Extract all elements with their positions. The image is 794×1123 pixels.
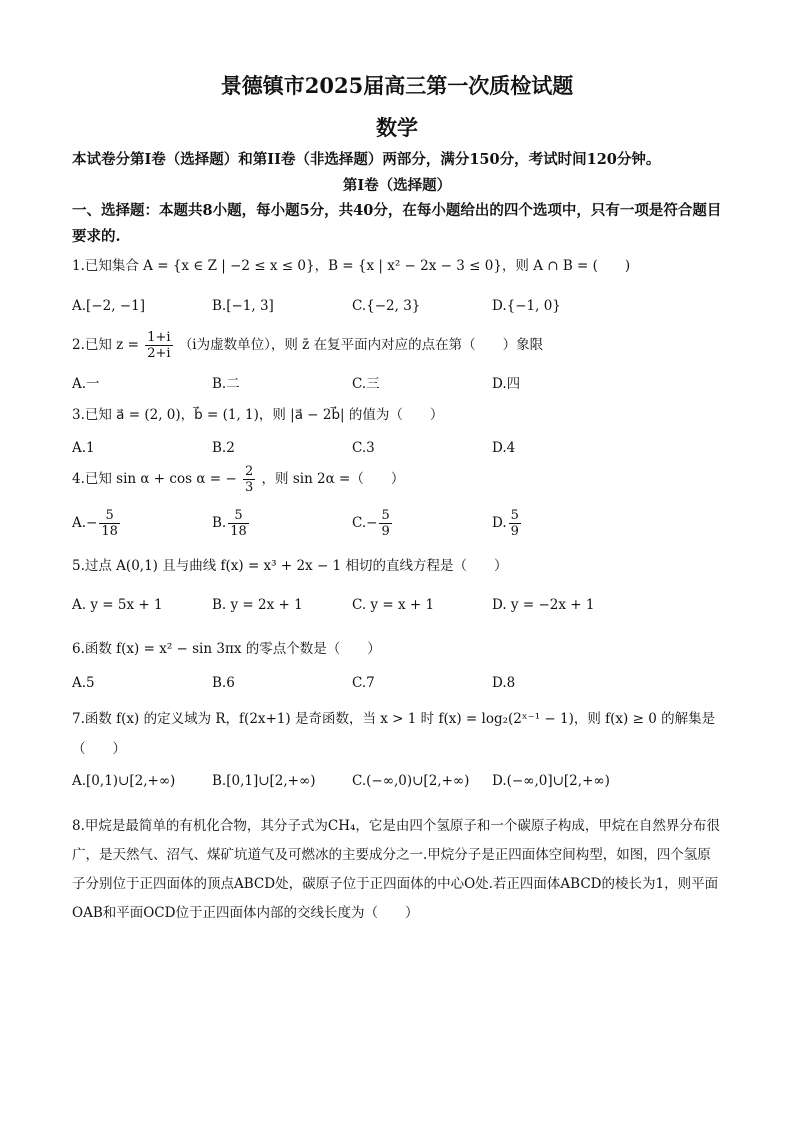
option-c: C.三 bbox=[352, 376, 380, 392]
option-a: A.1 bbox=[72, 440, 95, 456]
option-a bbox=[72, 508, 122, 539]
option-c: C.{−2, 3} bbox=[352, 298, 421, 314]
fraction bbox=[243, 464, 255, 495]
exam-title: 景德镇市2025届高三第一次质检试题 bbox=[220, 73, 574, 98]
option-sign: − bbox=[86, 515, 98, 531]
fraction bbox=[145, 330, 172, 361]
option-b: B.6 bbox=[212, 675, 235, 691]
question-3-stem: 3.已知 a⃗ = (2, 0)，b⃗ = (1, 1)，则 |a⃗ − 2b⃗| 的值为（ ） bbox=[72, 407, 444, 423]
option-c: C.3 bbox=[352, 440, 375, 456]
fraction-numerator: 2 bbox=[244, 464, 254, 479]
option-b: B.[0,1]∪[2,+∞) bbox=[212, 773, 316, 789]
option-label: B. bbox=[212, 515, 227, 531]
fraction-denominator: 18 bbox=[230, 524, 247, 539]
option-b bbox=[212, 508, 251, 539]
question-1-options bbox=[72, 298, 732, 322]
question-4-stem bbox=[72, 464, 732, 495]
part-1-heading: 第I卷（选择题） bbox=[342, 177, 452, 194]
option-d: D.{−1, 0} bbox=[492, 298, 561, 314]
fraction bbox=[509, 508, 521, 539]
question-7-options bbox=[72, 773, 732, 797]
stem-prefix: 2.已知 z = bbox=[72, 337, 139, 353]
fraction-numerator: 5 bbox=[510, 508, 519, 523]
option-c: C.(−∞,0)∪[2,+∞) bbox=[352, 773, 470, 789]
option-label: C. bbox=[352, 515, 367, 531]
option-d: D. y = −2x + 1 bbox=[492, 597, 595, 613]
stem-suffix: ，则 sin 2α =（ ） bbox=[261, 471, 405, 487]
fraction-numerator: 5 bbox=[381, 508, 390, 523]
option-a: A.[−2, −1] bbox=[72, 298, 145, 314]
option-d bbox=[492, 508, 523, 539]
question-7-stem: 7.函数 f(x) 的定义域为 R，f(2x+1) 是奇函数，当 x > 1 时 f(x) = log₂(2ˣ⁻¹ − 1)，则 f(x) ≥ 0 的解集是（ ） bbox=[72, 711, 716, 757]
fraction-denominator: 3 bbox=[244, 480, 254, 495]
option-a: A.一 bbox=[72, 376, 100, 392]
question-2-stem bbox=[72, 330, 732, 361]
exam-intro: 本试卷分第I卷（选择题）和第II卷（非选择题）两部分，满分150分，考试时间120分钟。 bbox=[72, 151, 661, 168]
option-d: D.(−∞,0]∪[2,+∞) bbox=[492, 773, 610, 789]
option-d: D.四 bbox=[492, 376, 521, 392]
question-6-stem: 6.函数 f(x) = x² − sin 3πx 的零点个数是（ ） bbox=[72, 641, 381, 657]
question-4-options bbox=[72, 508, 732, 544]
option-b: B.二 bbox=[212, 376, 240, 392]
option-a: A. y = 5x + 1 bbox=[72, 597, 163, 613]
option-label: A. bbox=[72, 515, 87, 531]
option-a: A.[0,1)∪[2,+∞) bbox=[72, 773, 176, 789]
fraction-denominator: 9 bbox=[510, 524, 519, 539]
fraction-denominator: 18 bbox=[101, 524, 118, 539]
option-d: D.4 bbox=[492, 440, 516, 456]
option-a: A.5 bbox=[72, 675, 95, 691]
fraction bbox=[379, 508, 391, 539]
option-c: C. y = x + 1 bbox=[352, 597, 435, 613]
fraction-numerator: 5 bbox=[228, 508, 249, 524]
option-b: B.[−1, 3] bbox=[212, 298, 274, 314]
fraction-numerator: 1+i bbox=[147, 330, 171, 345]
option-b: B. y = 2x + 1 bbox=[212, 597, 303, 613]
option-c bbox=[352, 508, 394, 539]
section-1-instructions: 一、选择题：本题共8小题，每小题5分，共40分，在每小题给出的四个选项中，只有一项是符合题目要求的. bbox=[72, 202, 722, 245]
option-c: C.7 bbox=[352, 675, 375, 691]
question-3-options bbox=[72, 440, 732, 464]
stem-prefix: 4.已知 sin α + cos α = − bbox=[72, 471, 237, 487]
question-1-stem: 1.已知集合 A = {x ∈ Z | −2 ≤ x ≤ 0}，B = {x | x² − 2x − 3 ≤ 0}，则 A ∩ B = ( ) bbox=[72, 258, 631, 274]
option-b: B.2 bbox=[212, 440, 235, 456]
question-2-options bbox=[72, 372, 732, 396]
stem-suffix: （i为虚数单位），则 z̄ 在复平面内对应的点在第（ ）象限 bbox=[178, 337, 544, 353]
fraction bbox=[228, 508, 249, 539]
question-6-options bbox=[72, 675, 732, 699]
option-d: D.8 bbox=[492, 675, 516, 691]
fraction-denominator: 2+i bbox=[147, 346, 171, 361]
question-5-options bbox=[72, 597, 732, 621]
fraction-numerator: 5 bbox=[99, 508, 120, 524]
question-8-stem: 8.甲烷是最简单的有机化合物，其分子式为CH₄，它是由四个氢原子和一个碳原子构成，甲烷在自然界分布很广，是天然气、沼气、煤矿坑道气及可燃冰的主要成分之一.甲烷分子是正四面体空间构型，如图，四个氢原子分别位于正四面体的顶点ABCD处，碳原子位于正四面体的中心O处.若正四面体ABCD的棱长为1，则平面OAB和平面OCD位于正四面体内部的交线长度为（ ） bbox=[72, 818, 720, 921]
fraction bbox=[99, 508, 120, 539]
question-5-stem: 5.过点 A(0,1) 且与曲线 f(x) = x³ + 2x − 1 相切的直线方程是（ ） bbox=[72, 558, 508, 574]
option-label: D. bbox=[492, 515, 507, 531]
exam-subject: 数学 bbox=[376, 115, 418, 140]
fraction-denominator: 9 bbox=[381, 524, 390, 539]
option-sign: − bbox=[366, 515, 378, 531]
